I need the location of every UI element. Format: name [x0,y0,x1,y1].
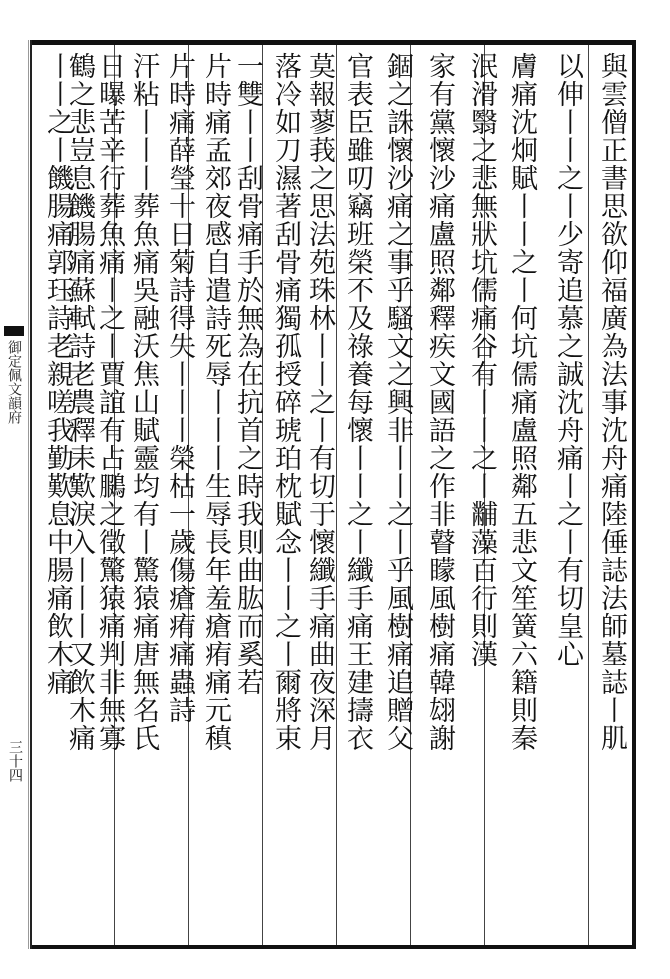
frame-bottom-border [30,945,636,949]
text-column-5: 家有黨懷沙痛盧照鄰釋疾文國語之作非瞽矇風樹痛韓翃謝 [424,52,455,752]
text-column-9: 落冷如刀濕著刮骨痛獨孤授碎琥珀枕賦念丨丨之丨爾將束 [270,52,301,752]
text-column-1: 與雲僧正書思欲仰福廣為法事沈舟痛陸倕誌法師墓誌丨肌 [596,52,627,752]
page-number: 三十四 [7,740,23,782]
book-title: 御定佩文韻府 [6,340,22,424]
text-column-8: 莫報蓼莪之思法苑珠林丨丨之丨有切于懷纖手痛曲夜深月 [304,52,335,752]
text-column-10: 一雙丨丨刮骨痛手於無為在抗首之時我則曲肱而奚若 [232,52,263,696]
text-column-4: 泯滑翳之悲無狀坑儒痛谷有丨丨之丨黼藻百行則漢 [466,52,497,668]
text-column-6: 錮之誅懷沙痛之事乎騷文之興非丨丨之丨乎風樹痛追贈父 [382,52,413,752]
text-column-3: 膚痛沈炯賦丨丨之丨何坑儒痛盧照鄰五悲文笙簧六籍則秦 [506,52,537,752]
text-column-13: 汗粘丨丨丨葬魚痛吳融沃焦山賦靈均有丨驚猿痛唐無名氏 [128,52,159,752]
frame-top-border [30,40,636,45]
text-column-16: 丨丨之丨饑腸痛郭珏詩老親嗟我勤歎息中腸痛飲木痛 [42,52,73,696]
frame-left-border [30,40,32,949]
text-column-15: 鶴之悲豈息饑腸痛蘇軾詩老農釋耒歎淚入丨丨丨又飲木痛 [64,52,95,752]
text-column-2: 以伸丨丨之丨少寄追慕之誠沈舟痛丨之丨有切皇心 [552,52,583,668]
text-column-7: 官表臣雖叨竊班榮不及祿養每懷丨丨之丨纖手痛王建擣衣 [342,52,373,752]
text-column-12: 片時痛薛瑩十日菊詩得失丨丨丨榮枯一歲傷瘡痏痛蟲詩 [164,52,195,724]
text-column-11: 片時痛孟郊夜感自遣詩死辱丨丨丨生辱長年羞瘡痏痛元稹 [200,52,231,752]
text-column-14: 日曝苦辛行葬魚痛丨之丨賈誼有占鵩之徵驚猿痛判非無寡 [94,52,125,752]
fishtail-mark [4,326,24,336]
book-margin [0,40,29,949]
